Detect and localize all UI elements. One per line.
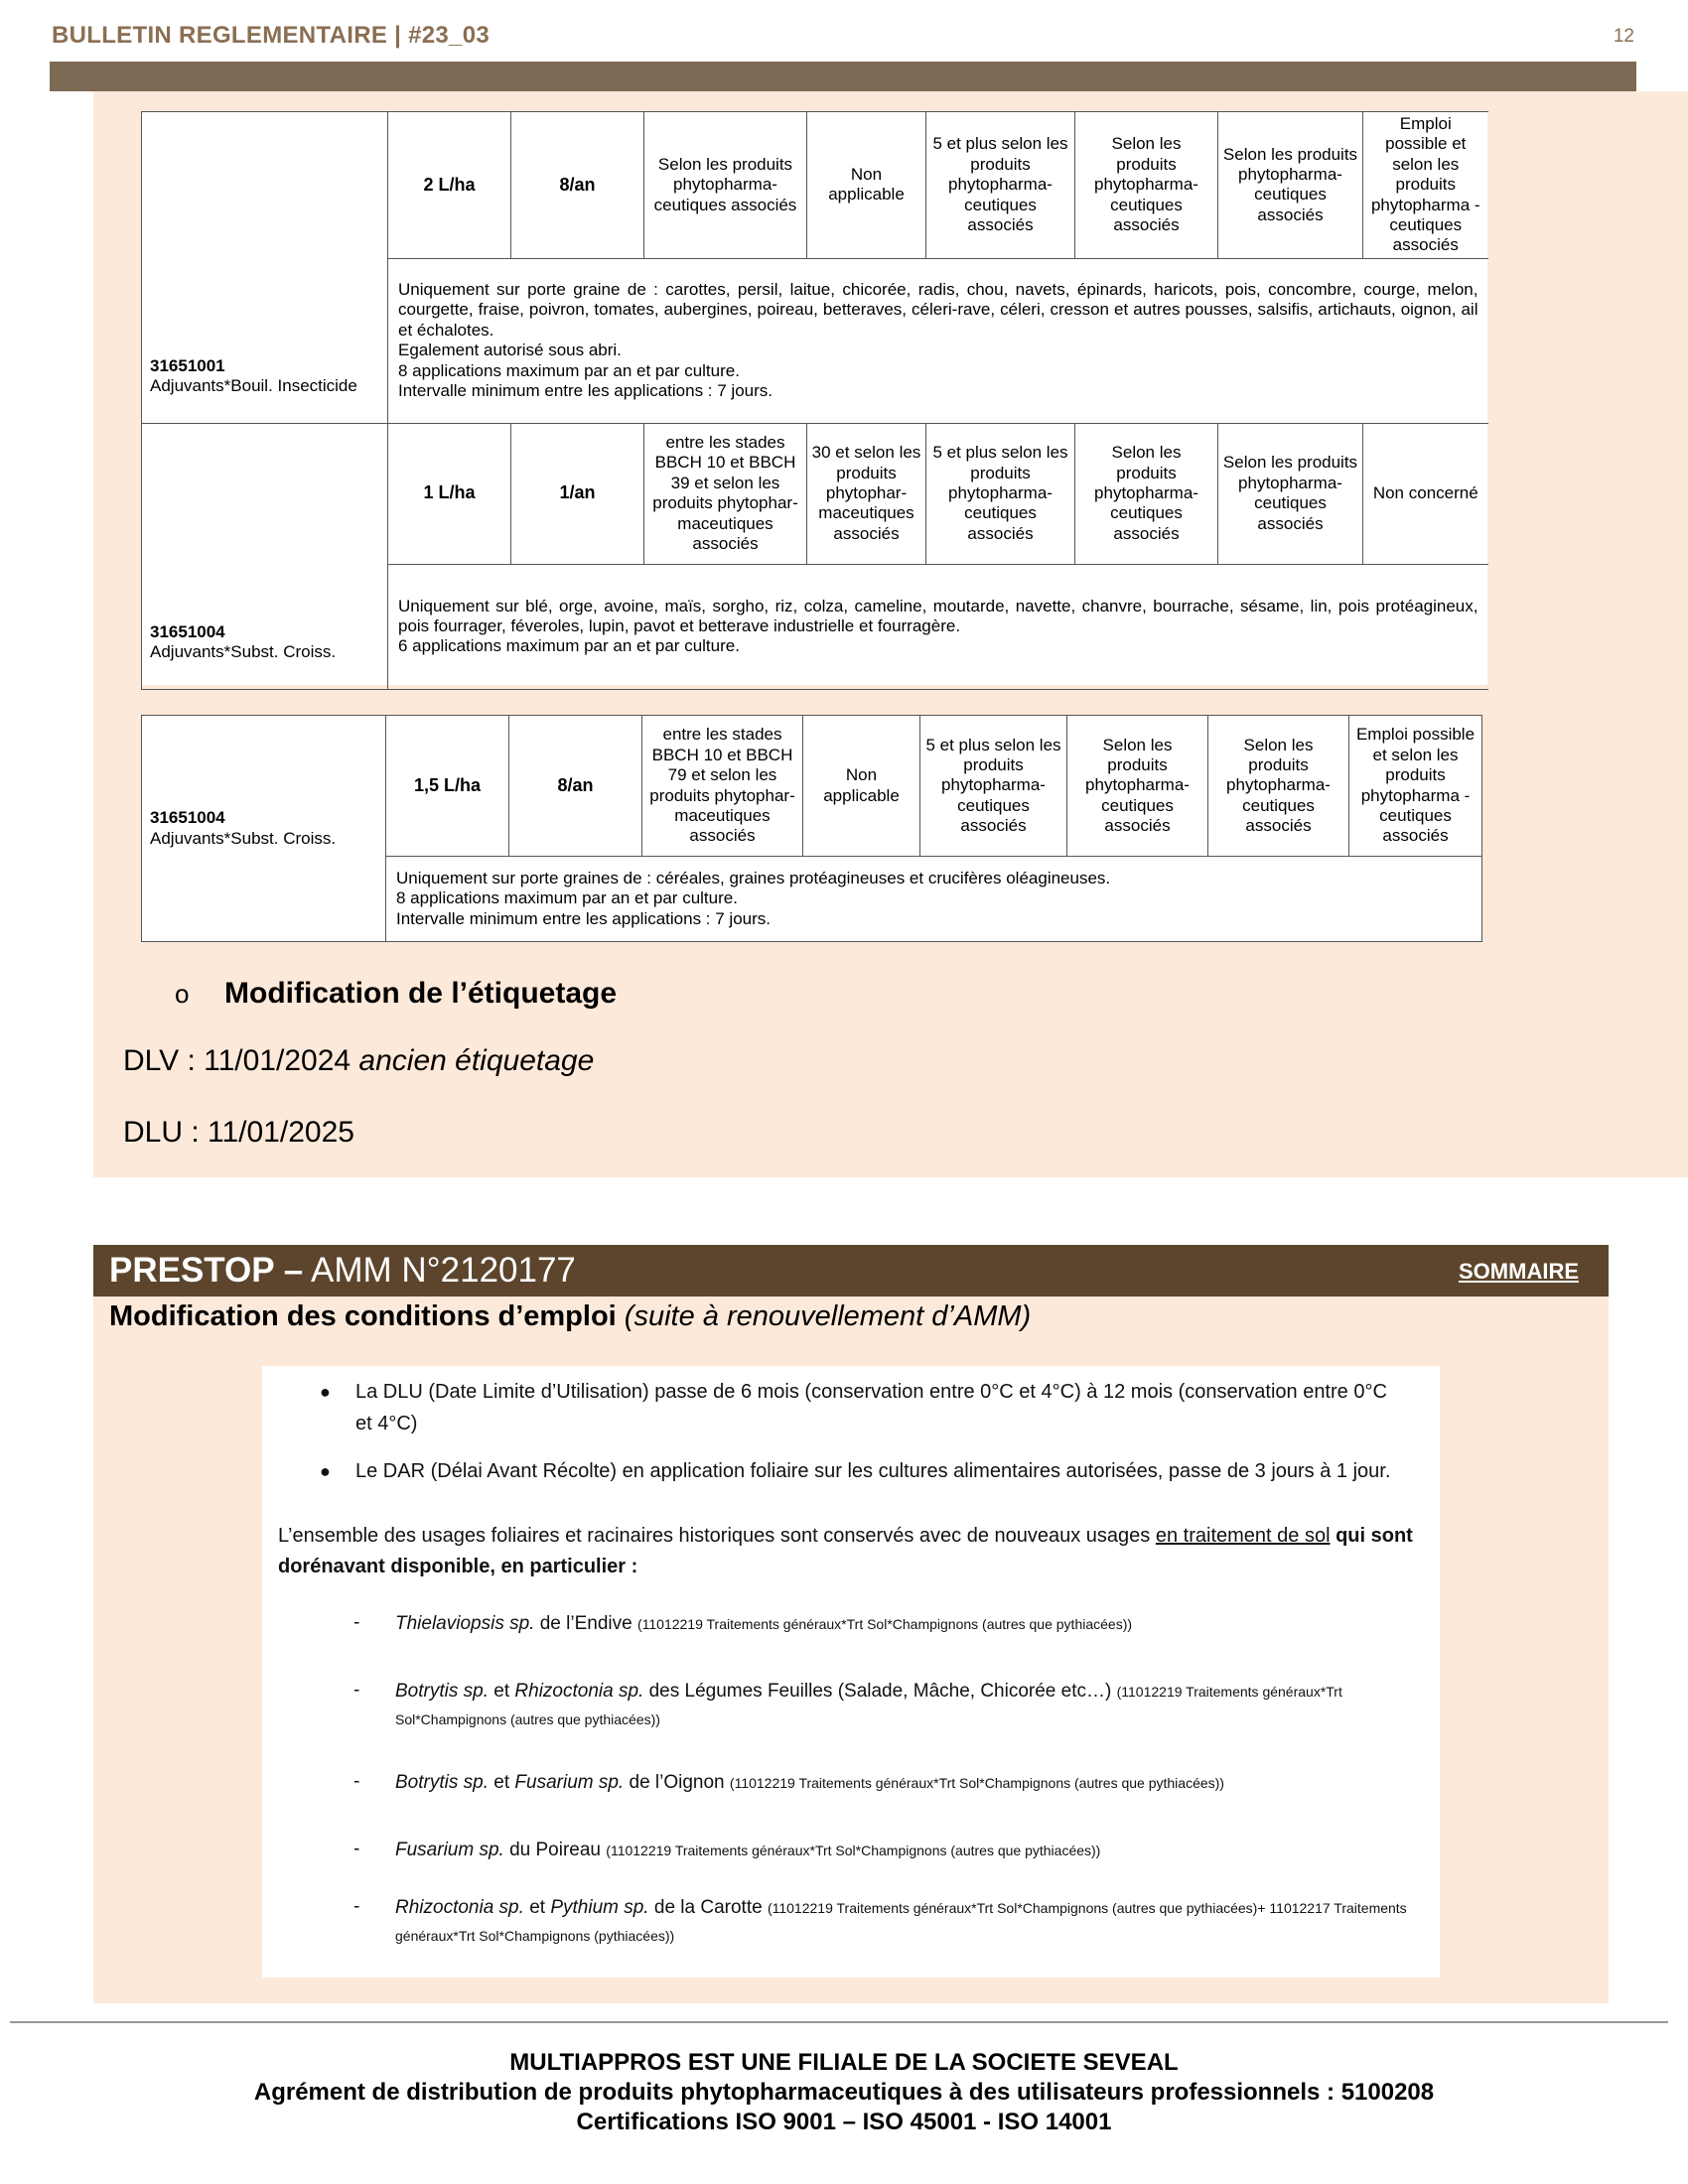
znt-arthropod-cell: Selon les produits phytopharma-ceutiques associés bbox=[1218, 423, 1363, 564]
usage-note-cell bbox=[386, 857, 1482, 942]
znt-arthropod-cell: Selon les produits phytopharma-ceutiques associés bbox=[1208, 716, 1349, 857]
dose-cell: 2 L/ha bbox=[388, 112, 511, 259]
page-number: 12 bbox=[1613, 26, 1634, 47]
usages-paragraph bbox=[278, 1521, 1420, 1582]
usage-code-cell bbox=[142, 423, 388, 689]
usage-code: (11012219 Traitements généraux*Trt Sol*Champignons (autres que pythiacées)) bbox=[395, 1684, 1342, 1727]
pest-name: Rhizoctonia sp. bbox=[514, 1681, 644, 1702]
usage-code-cell bbox=[142, 112, 388, 424]
dash-icon: - bbox=[353, 1680, 360, 1701]
applications-cell: 1/an bbox=[511, 423, 644, 564]
pest-name: Rhizoctonia sp. bbox=[395, 1897, 524, 1918]
bullet-item bbox=[320, 1376, 1408, 1439]
pest-name: Fusarium sp. bbox=[395, 1840, 504, 1860]
dose-cell: 1,5 L/ha bbox=[386, 716, 509, 857]
usage-note-cell bbox=[388, 564, 1488, 689]
crop-text: de l’Endive bbox=[539, 1613, 633, 1634]
dose-cell: 1 L/ha bbox=[388, 423, 511, 564]
dlv-label: DLV : 11/01/2024 bbox=[123, 1044, 352, 1077]
note-line: Intervalle minimum entre les applications : 7 jours. bbox=[396, 908, 771, 928]
subheading-text: Modification des conditions d’emploi bbox=[109, 1300, 617, 1332]
pest-name: Botrytis sp. bbox=[395, 1772, 489, 1793]
applications-cell: 8/an bbox=[511, 112, 644, 259]
conditions-box bbox=[262, 1366, 1440, 1978]
greenhouse-cell: Emploi possible et selon les produits phytopharma -ceutiques associés bbox=[1363, 112, 1488, 259]
usage-item bbox=[395, 1610, 1418, 1638]
note-line: 6 applications maximum par an et par culture. bbox=[398, 636, 740, 656]
footer-divider bbox=[10, 2021, 1668, 2023]
dlu-label: DLU : 11/01/2025 bbox=[123, 1116, 354, 1149]
usage-item bbox=[395, 1769, 1418, 1797]
dash-icon: - bbox=[353, 1612, 360, 1633]
labeling-heading bbox=[175, 977, 617, 1011]
footer-line-3: Certifications ISO 9001 – ISO 45001 - ISO 14001 bbox=[576, 2109, 1112, 2135]
usage-table-1 bbox=[141, 111, 1487, 685]
usage-label: Adjuvants*Bouil. Insecticide bbox=[150, 376, 357, 396]
usage-code-cell bbox=[142, 716, 386, 942]
znt-plant-cell: Selon les produits phytopharma-ceutiques associés bbox=[1075, 112, 1218, 259]
usage-code: (11012219 Traitements généraux*Trt Sol*Champignons (autres que pythiacées)) bbox=[636, 1616, 1133, 1632]
dlv-line bbox=[123, 1044, 594, 1078]
usage-item bbox=[395, 1837, 1418, 1864]
usage-code: (11012219 Traitements généraux*Trt Sol*Champignons (autres que pythiacées)) bbox=[606, 1843, 1101, 1858]
bullet-dot-icon: ● bbox=[320, 1382, 331, 1402]
usage-label: Adjuvants*Subst. Croiss. bbox=[150, 828, 337, 848]
product-name: PRESTOP – bbox=[109, 1251, 304, 1290]
note-line: 8 applications maximum par an et par culture. bbox=[396, 888, 738, 908]
footer-line-2: Agrément de distribution de produits phytopharmaceutiques à des utilisateurs professionnels : 5100208 bbox=[253, 2079, 1435, 2106]
product-band bbox=[93, 1245, 1609, 1297]
znt-water-cell: 5 et plus selon les produits phytopharma-ceutiques associés bbox=[926, 112, 1075, 259]
pest-name: Botrytis sp. bbox=[395, 1681, 489, 1702]
dar-cell: 30 et selon les produits phytophar-maceutiques associés bbox=[807, 423, 926, 564]
product-title bbox=[109, 1251, 576, 1291]
header-bar bbox=[50, 62, 1636, 91]
footer-line-1: MULTIAPPROS EST UNE FILIALE DE LA SOCIETE SEVEAL bbox=[509, 2049, 1179, 2076]
usage-item bbox=[395, 1894, 1418, 1950]
note-line: Intervalle minimum entre les applications : 7 jours. bbox=[398, 381, 773, 401]
note-line: Uniquement sur porte graines de : céréales, graines protéagineuses et crucifères oléagineuses. bbox=[396, 868, 1111, 887]
bullet-item bbox=[320, 1455, 1408, 1487]
usage-code: 31651004 bbox=[150, 621, 225, 641]
usage-note-cell bbox=[388, 258, 1488, 423]
crop-text: du Poireau bbox=[509, 1840, 601, 1860]
crop-text: de l’Oignon bbox=[629, 1772, 725, 1793]
dlv-note: ancien étiquetage bbox=[358, 1044, 595, 1077]
stage-cell: Selon les produits phytopharma-ceutiques associés bbox=[644, 112, 807, 259]
usage-label: Adjuvants*Subst. Croiss. bbox=[150, 642, 337, 662]
stage-cell: entre les stades BBCH 10 et BBCH 79 et selon les produits phytophar-maceutiques associés bbox=[642, 716, 803, 857]
applications-cell: 8/an bbox=[509, 716, 642, 857]
crop-text: des Légumes Feuilles (Salade, Mâche, Chicorée etc…) bbox=[648, 1681, 1112, 1702]
pest-name: Fusarium sp. bbox=[514, 1772, 625, 1793]
bullet-text: La DLU (Date Limite d’Utilisation) passe de 6 mois (conservation entre 0°C et 4°C) à 12 mois (conservation entre 0°C et 4°C) bbox=[355, 1381, 1387, 1434]
dlu-line bbox=[123, 1116, 354, 1150]
join-word: et bbox=[493, 1772, 510, 1793]
usage-code: (11012219 Traitements généraux*Trt Sol*Champignons (autres que pythiacées)) bbox=[729, 1775, 1224, 1791]
pest-name: Pythium sp. bbox=[550, 1897, 649, 1918]
usage-item bbox=[395, 1678, 1418, 1733]
para-text: L’ensemble des usages foliaires et racinaires historiques sont conservés avec de nouveaux usages bbox=[278, 1525, 1151, 1547]
bulletin-title: BULLETIN REGLEMENTAIRE | #23_03 bbox=[52, 22, 490, 49]
znt-water-cell: 5 et plus selon les produits phytopharma-ceutiques associés bbox=[920, 716, 1067, 857]
stage-cell: entre les stades BBCH 10 et BBCH 39 et selon les produits phytophar-maceutiques associés bbox=[644, 423, 807, 564]
product-subheading bbox=[109, 1300, 1031, 1333]
usage-code: 31651001 bbox=[150, 355, 225, 375]
note-line: Uniquement sur porte graine de : carottes, persil, laitue, chicorée, radis, chou, navets, épinards, haricots, pois, concombre, courge, melon, courgette, fraise, poivron, tomates, aubergines, poireau, betteraves, céleri-rave, céleri, cresson et autres pousses, salsifis, artichauts, oignon, ail et échalotes. bbox=[398, 280, 1478, 340]
summary-link[interactable]: SOMMAIRE bbox=[1459, 1259, 1579, 1284]
product-amm: AMM N°2120177 bbox=[310, 1251, 576, 1290]
join-word: et bbox=[529, 1897, 546, 1918]
note-line: 8 applications maximum par an et par culture. bbox=[398, 360, 740, 380]
bullet-dot-icon: ● bbox=[320, 1461, 331, 1481]
znt-arthropod-cell: Selon les produits phytopharma-ceutiques associés bbox=[1218, 112, 1363, 259]
labeling-title: Modification de l’étiquetage bbox=[224, 977, 618, 1010]
dar-cell: Non applicable bbox=[803, 716, 920, 857]
dar-cell: Non applicable bbox=[807, 112, 926, 259]
dash-icon: - bbox=[353, 1896, 360, 1917]
znt-water-cell: 5 et plus selon les produits phytopharma-ceutiques associés bbox=[926, 423, 1075, 564]
crop-text: de la Carotte bbox=[653, 1897, 763, 1918]
usage-table-2 bbox=[141, 715, 1481, 941]
usage-code: (11012219 Traitements généraux*Trt Sol*Champignons (autres que pythiacées)+ 11012217 Traitements généraux*Trt Sol*Champignons (pythiacées)) bbox=[395, 1900, 1407, 1944]
join-word: et bbox=[493, 1681, 510, 1702]
circle-bullet-icon: o bbox=[175, 979, 190, 1009]
note-line: Uniquement sur blé, orge, avoine, maïs, sorgho, riz, colza, cameline, moutarde, navette, chanvre, bourrache, sésame, lin, pois protéagineux, pois fourrager, féveroles, lupin, pavot et betterave industrielle et fourragère. bbox=[398, 596, 1478, 636]
znt-plant-cell: Selon les produits phytopharma-ceutiques associés bbox=[1075, 423, 1218, 564]
usage-code: 31651004 bbox=[150, 808, 225, 828]
greenhouse-cell: Non concerné bbox=[1363, 423, 1488, 564]
greenhouse-cell: Emploi possible et selon les produits phytopharma -ceutiques associés bbox=[1349, 716, 1482, 857]
znt-plant-cell: Selon les produits phytopharma-ceutiques associés bbox=[1067, 716, 1208, 857]
bullet-text: Le DAR (Délai Avant Récolte) en application foliaire sur les cultures alimentaires autorisées, passe de 3 jours à 1 jour. bbox=[355, 1460, 1391, 1482]
dash-icon: - bbox=[353, 1839, 360, 1859]
subheading-note: (suite à renouvellement d’AMM) bbox=[624, 1300, 1032, 1332]
pest-name: Thielaviopsis sp. bbox=[395, 1613, 535, 1634]
dash-icon: - bbox=[353, 1771, 360, 1792]
para-text-bold: qui sont dorénavant disponible, en particulier : bbox=[278, 1525, 1413, 1577]
note-line: Egalement autorisé sous abri. bbox=[398, 341, 622, 360]
para-emphasis: en traitement de sol bbox=[1155, 1525, 1331, 1547]
